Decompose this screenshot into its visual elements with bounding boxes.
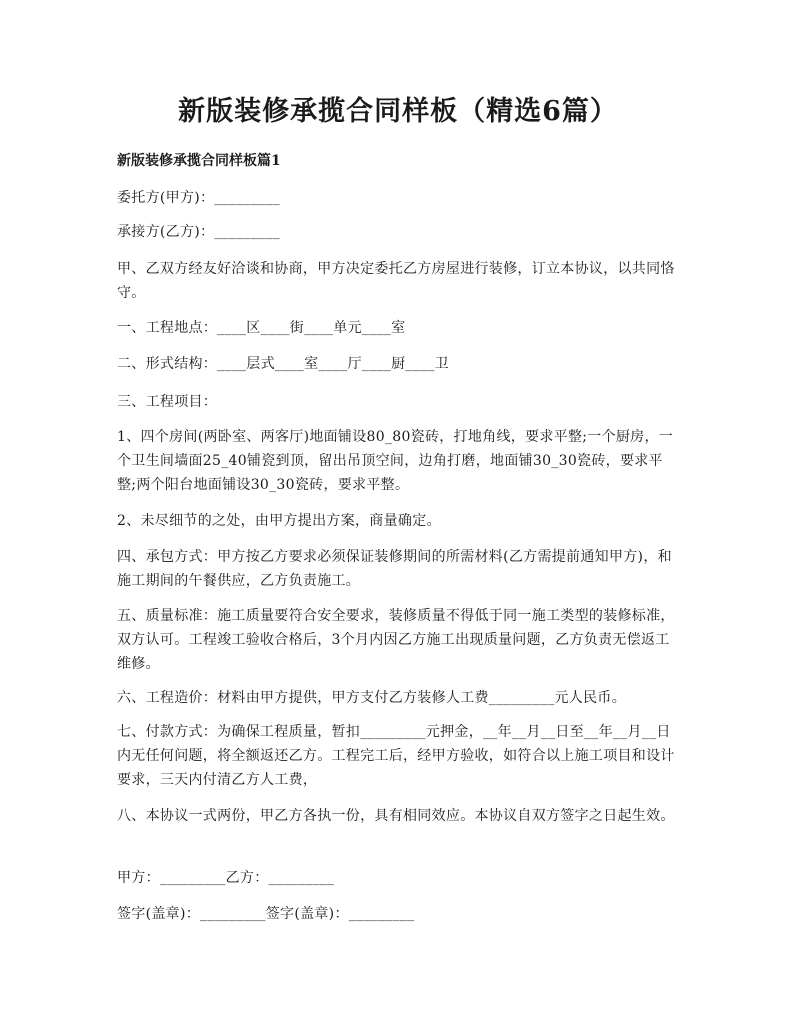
paragraph-project-cost: 六、工程造价：材料由甲方提供，甲方支付乙方装修人工费_________元人民币。 (117, 690, 626, 706)
section-heading: 新版装修承揽合同样板篇1 (117, 153, 281, 169)
paragraph-agreement-copies: 八、本协议一式两份，甲乙方各执一份，具有相同效应。本协议自双方签字之日起生效。 (117, 808, 675, 824)
paragraph-project-heading: 三、工程项目： (117, 394, 218, 410)
paragraph-payment-method: 七、付款方式：为确保工程质量，暂扣_________元押金，__年__月__日至__年__月__日内无任何问题，将全额返还乙方。工程完工后，经甲方验收，如符合以上施工项目和设计要求，三天内付清乙方人工费， (117, 724, 675, 788)
paragraph-contractor: 承接方(乙方)：_________ (117, 224, 281, 240)
paragraph-location: 一、工程地点：____区____街____单元____室 (117, 320, 406, 336)
paragraph-preamble: 甲、乙双方经友好洽谈和协商，甲方决定委托乙方房屋进行装修，订立本协议，以共同恪守。 (117, 261, 675, 301)
paragraph-contract-method: 四、承包方式：甲方按乙方要求必须保证装修期间的所需材料(乙方需提前通知甲方)，和施工期间的午餐供应，乙方负责施工。 (117, 549, 672, 589)
paragraph-structure: 二、形式结构：____层式____室____厅____厨____卫 (117, 356, 449, 372)
paragraph-signatures: 签字(盖章)：_________签字(盖章)：_________ (117, 906, 415, 922)
paragraph-project-item-1: 1、四个房间(两卧室、两客厅)地面铺设80_80瓷砖，打地角线，要求平整;一个厨房，一个卫生间墙面25_40铺瓷到顶，留出吊顶空间，边角打磨，地面铺30_30瓷砖，要求平整;两个阳台地面铺设30_30瓷砖，要求平整。 (117, 429, 674, 493)
paragraph-parties: 甲方：_________乙方：_________ (117, 870, 335, 886)
document-title: 新版装修承揽合同样板（精选6篇） (178, 96, 618, 127)
paragraph-project-item-2: 2、未尽细节的之处，由甲方提出方案，商量确定。 (117, 513, 441, 529)
paragraph-quality-standard: 五、质量标准：施工质量要符合安全要求，装修质量不得低于同一施工类型的装修标准，双方认可。工程竣工验收合格后，3个月内因乙方施工出现质量问题，乙方负责无偿返工维修。 (117, 608, 675, 672)
paragraph-client: 委托方(甲方)：_________ (117, 190, 281, 206)
